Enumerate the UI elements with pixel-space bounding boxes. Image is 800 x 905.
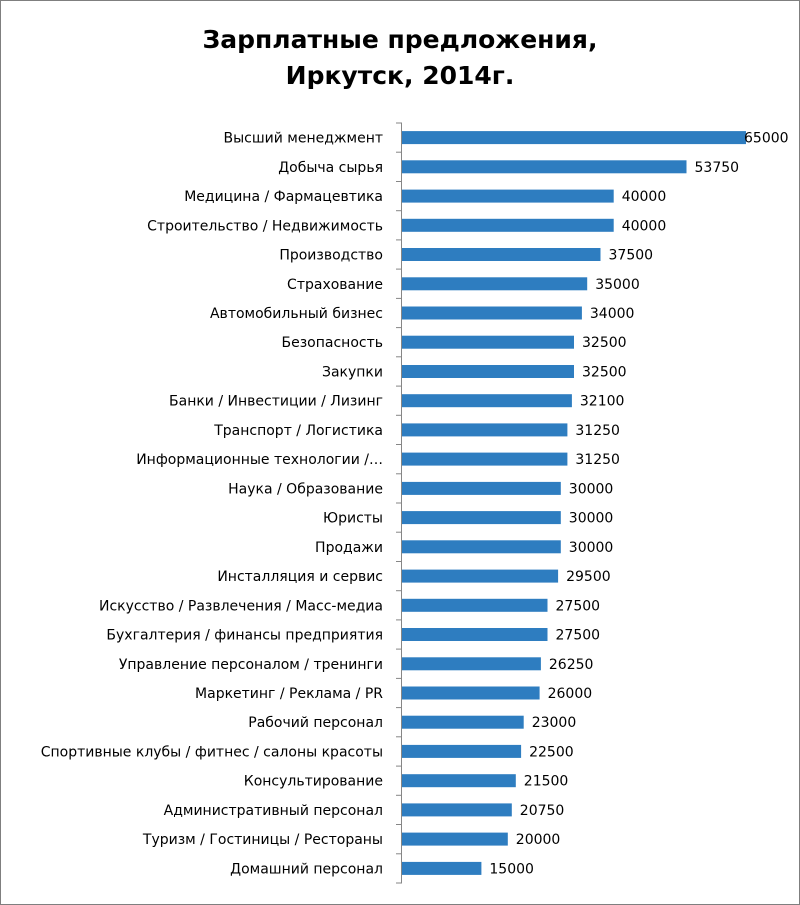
value-label: 23000	[531, 715, 577, 732]
value-label: 53750	[694, 159, 740, 176]
value-label: 29500	[566, 569, 611, 586]
category-label: Информационные технологии /…	[136, 452, 383, 469]
category-label: Производство	[279, 247, 383, 264]
value-label: 35000	[595, 276, 640, 293]
value-label: 37500	[608, 247, 654, 264]
category-label: Безопасность	[281, 335, 383, 352]
chart-title-line-1: Зарплатные предложения,	[202, 25, 598, 54]
bar	[402, 774, 516, 787]
bar	[402, 160, 687, 173]
category-label: Административный персонал	[163, 802, 383, 819]
value-label: 34000	[589, 306, 635, 322]
category-label: Страхование	[287, 276, 383, 293]
value-label: 15000	[489, 861, 534, 878]
value-label: 20750	[519, 802, 565, 819]
category-label: Строительство / Недвижимость	[147, 218, 383, 235]
category-label: Автомобильный бизнес	[209, 306, 383, 322]
value-label: 21500	[523, 773, 569, 790]
category-label: Банки / Инвестиции / Лизинг	[169, 393, 383, 410]
category-label: Управление персоналом / тренинги	[118, 656, 383, 673]
category-label: Медицина / Фармацевтика	[184, 189, 383, 206]
category-label: Туризм / Гостиницы / Рестораны	[142, 832, 383, 849]
bar	[402, 862, 481, 875]
bar	[402, 657, 541, 670]
value-label: 32500	[582, 335, 627, 352]
chart-title-line-2: Иркутск, 2014г.	[285, 61, 515, 90]
category-label: Рабочий персонал	[248, 715, 383, 732]
category-label: Юристы	[322, 510, 383, 527]
value-label: 32500	[582, 364, 627, 381]
category-label: Бухгалтерия / финансы предприятия	[106, 627, 383, 644]
value-label: 26250	[548, 656, 594, 673]
value-label: 30000	[568, 510, 614, 527]
bar	[402, 570, 558, 583]
value-label: 30000	[568, 481, 614, 498]
bar	[402, 745, 521, 758]
value-label: 30000	[568, 539, 614, 556]
category-label: Закупки	[321, 364, 383, 381]
value-label: 27500	[555, 598, 601, 615]
bar	[402, 365, 574, 378]
value-label: 40000	[621, 218, 667, 235]
value-label: 40000	[621, 189, 667, 206]
bar	[402, 277, 587, 290]
bar	[402, 511, 561, 524]
bars-layer	[402, 131, 746, 878]
bar	[402, 307, 582, 320]
value-label: 20000	[515, 832, 561, 849]
bar	[402, 131, 746, 144]
bar	[402, 219, 614, 232]
category-label: Добыча сырья	[278, 159, 383, 176]
value-label: 22500	[529, 744, 574, 761]
value-label: 26000	[547, 686, 593, 702]
category-label: Инсталляция и сервис	[217, 569, 383, 586]
category-label: Домашний персонал	[230, 861, 383, 878]
bar	[402, 628, 548, 641]
bar	[402, 190, 614, 203]
bar	[402, 599, 548, 612]
value-label: 27500	[555, 627, 601, 644]
labels-layer	[41, 123, 789, 883]
category-label: Искусство / Развлечения / Масс-медиа	[99, 598, 383, 615]
value-label: 31250	[575, 422, 620, 439]
bar	[402, 394, 572, 407]
bar	[402, 453, 567, 466]
bar	[402, 716, 524, 729]
category-label: Спортивные клубы / фитнес / салоны красоты	[40, 744, 383, 761]
value-label: 32100	[579, 393, 625, 410]
bar	[402, 423, 567, 436]
category-label: Продажи	[315, 539, 383, 556]
category-label: Транспорт / Логистика	[214, 422, 383, 439]
bar	[402, 803, 512, 816]
bar	[402, 336, 574, 349]
bar	[402, 833, 508, 846]
category-label: Высший менеджмент	[223, 130, 383, 147]
value-label: 31250	[575, 452, 620, 469]
category-label: Наука / Образование	[228, 481, 383, 498]
bar	[402, 482, 561, 495]
category-label: Консультирование	[243, 773, 383, 790]
bar	[402, 248, 601, 261]
bar	[402, 687, 540, 700]
category-label: Маркетинг / Реклама / PR	[195, 686, 383, 702]
value-label: 65000	[744, 130, 789, 147]
bar	[402, 540, 561, 553]
